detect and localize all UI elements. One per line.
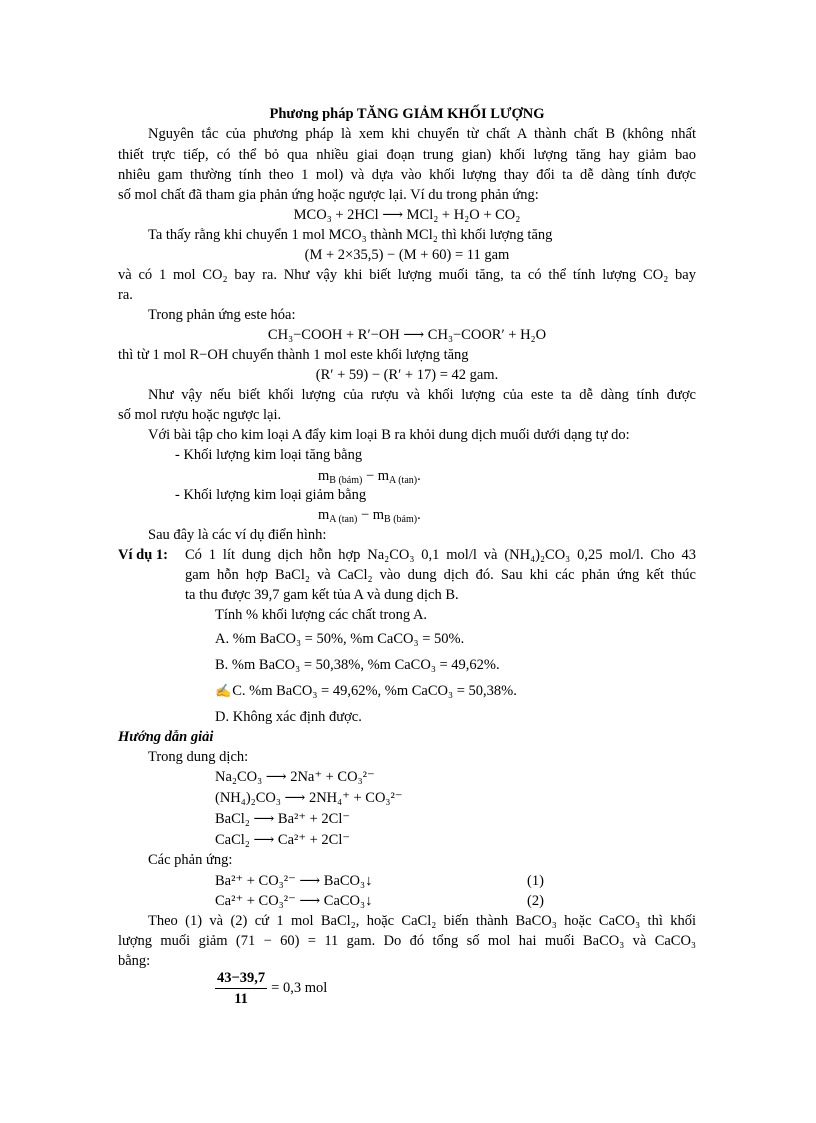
intro-line-1: Nguyên tắc của phương pháp là xem khi chuyển từ chất A thành chất B (không nhất <box>148 126 696 142</box>
p3-line-2: thì từ 1 mol R−OH chuyển thành 1 mol este khối lượng tăng <box>118 347 469 363</box>
equation-1: MCO₃ + 2HCl ⟶ MCl₂ + H₂O + CO₂ <box>293 207 521 223</box>
reaction-1-number: (1) <box>527 873 544 889</box>
p5-formula-1: $m_{B (bám)} - m_{A (tan)}$. <box>318 468 421 486</box>
solution-line-2: Các phản ứng: <box>148 852 233 868</box>
solution-line-5: bằng: <box>118 953 151 969</box>
example-1-line-2: gam hỗn hợp BaCl₂ và CaCl₂ vào dung dịch đó. Sau khi các phản ứng kết thúc <box>185 567 696 583</box>
example-1-line-3: ta thu được 39,7 gam kết tủa A và dung dịch B. <box>185 587 459 603</box>
option-b[interactable]: B. %m BaCO₃ = 50,38%, %m CaCO₃ = 49,62%. <box>215 657 500 673</box>
option-c[interactable]: ✍C. %m BaCO₃ = 49,62%, %m CaCO₃ = 50,38%. <box>215 683 517 699</box>
p5-line-1: Với bài tập cho kim loại A đẩy kim loại B ra khỏi dung dịch muối dưới dạng tự do: <box>148 427 630 443</box>
fraction-result: = 0,3 mol <box>271 980 328 996</box>
solution-line-3: Theo (1) và (2) cứ 1 mol BaCl₂, hoặc CaCl₂ biến thành BaCO₃ hoặc CaCO₃ thì khối <box>148 913 696 929</box>
p5-bullet-2: - Khối lượng kim loại giảm bằng <box>175 487 367 503</box>
p5-formula-2: $m_{A (tan)} - m_{B (bám)}$. <box>318 507 421 525</box>
p3-formula: (R′ + 59) − (R′ + 17) = 42 gam. <box>315 367 499 383</box>
example-1-label: Ví dụ 1: <box>118 547 168 563</box>
reaction-2-number: (2) <box>527 893 544 909</box>
example-1-line-4: Tính % khối lượng các chất trong A. <box>215 607 428 623</box>
solution-line-1: Trong dung dịch: <box>148 749 249 765</box>
intro-line-3: nhiêu gam thường tính theo 1 mol) và dựa vào khối lượng thay đổi ta dễ dàng tính được <box>118 167 696 183</box>
p2-formula: (M + 2×35,5) − (M + 60) = 11 gam <box>304 247 510 263</box>
fraction-numerator: 43−39,7 <box>215 969 267 989</box>
example-1-line-1: Có 1 lít dung dịch hỗn hợp Na₂CO₃ 0,1 mol/l và (NH₄)₂CO₃ 0,25 mol/l. Cho 43 <box>185 547 696 563</box>
p2-line-1: Ta thấy rằng khi chuyển 1 mol MCO₃ thành MCl₂ thì khối lượng tăng <box>148 227 553 243</box>
solution-heading: Hướng dẫn giải <box>118 729 214 745</box>
solution-line-4: lượng muối giảm (71 − 60) = 11 gam. Do đó tổng số mol hai muối BaCO₃ và CaCO₃ <box>118 933 696 949</box>
dissociation-3: BaCl₂ ⟶ Ba²⁺ + 2Cl⁻ <box>215 811 351 827</box>
page-title: Phương pháp TĂNG GIẢM KHỐI LƯỢNG <box>269 106 545 122</box>
mole-fraction-formula <box>215 969 327 1008</box>
p2-line-2: và có 1 mol CO₂ bay ra. Như vậy khi biết lượng muối tăng, ta có thể tính lượng CO₂ bay <box>118 267 696 283</box>
p2-line-3: ra. <box>118 287 133 303</box>
p4-line-1: Như vậy nếu biết khối lượng của rượu và khối lượng của este ta dễ dàng tính được <box>148 387 696 403</box>
p5-line-2: Sau đây là các ví dụ điển hình: <box>148 527 327 543</box>
esterification-equation: CH₃−COOH + R′−OH ⟶ CH₃−COOR′ + H₂O <box>267 327 547 343</box>
option-a[interactable]: A. %m BaCO₃ = 50%, %m CaCO₃ = 50%. <box>215 631 465 647</box>
option-d[interactable]: D. Không xác định được. <box>215 709 362 725</box>
p4-line-2: số mol rượu hoặc ngược lại. <box>118 407 282 423</box>
dissociation-1: Na₂CO₃ ⟶ 2Na⁺ + CO₃²⁻ <box>215 769 375 785</box>
fraction-denominator: 11 <box>234 991 248 1007</box>
intro-line-2: thiết trực tiếp, có thể bỏ qua nhiều giai đoạn trung gian) khối lượng tăng hay giảm bao <box>118 147 696 163</box>
dissociation-2: (NH₄)₂CO₃ ⟶ 2NH₄⁺ + CO₃²⁻ <box>215 790 403 806</box>
reaction-2: Ca²⁺ + CO₃²⁻ ⟶ CaCO₃↓ <box>215 893 373 909</box>
p3-line-1: Trong phản ứng este hóa: <box>148 307 296 323</box>
reaction-1: Ba²⁺ + CO₃²⁻ ⟶ BaCO₃↓ <box>215 873 373 889</box>
pen-icon: ✍ <box>215 683 232 698</box>
intro-line-4: số mol chất đã tham gia phản ứng hoặc ngược lại. Ví du trong phản ứng: <box>118 187 539 203</box>
p5-bullet-1: - Khối lượng kim loại tăng bằng <box>175 447 363 463</box>
dissociation-4: CaCl₂ ⟶ Ca²⁺ + 2Cl⁻ <box>215 832 351 848</box>
